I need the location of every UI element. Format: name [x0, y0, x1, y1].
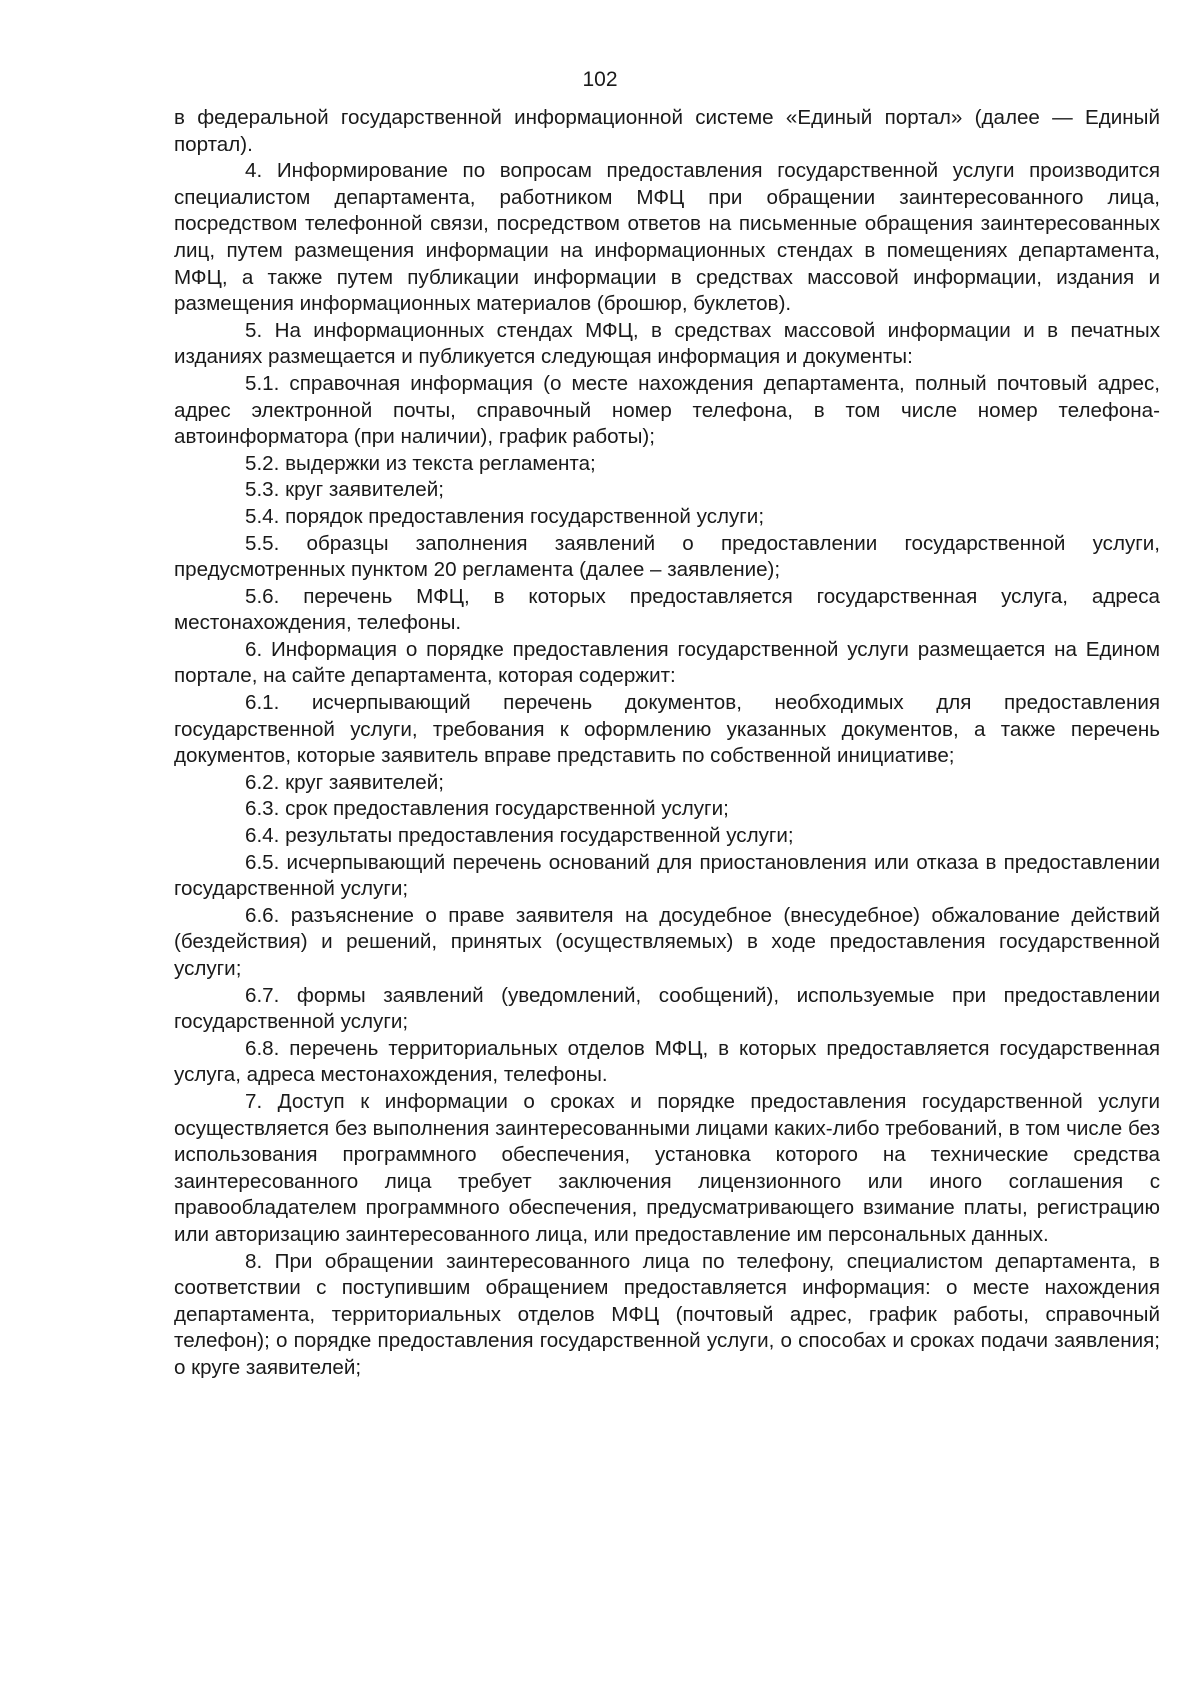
paragraph-7: 7. Доступ к информации о сроках и порядке предоставления государственной услуги осуществляется без выполнения заинтересованными лицами каких-либо требований, в том числе без использования программного обеспечения, установка которого на технические средства заинтересованного лица требует заключения лицензионного или иного соглашения с правообладателем программного обеспечения, предусматривающего взимание платы, регистрацию или авторизацию заинтересованного лица, или предоставление им персональных данных. — [174, 1089, 1160, 1246]
paragraph-5-3: 5.3. круг заявителей; — [245, 478, 444, 502]
page-number: 102 — [582, 68, 618, 91]
paragraph-6-6: 6.6. разъяснение о праве заявителя на досудебное (внесудебное) обжалование действий (бездействия) и решений, принятых (осуществляемых) в ходе предоставления государственной услуги; — [174, 903, 1160, 980]
paragraph-5-6: 5.6. перечень МФЦ, в которых предоставляется государственная услуга, адреса местонахождения, телефоны. — [174, 584, 1160, 635]
paragraph-6-2: 6.2. круг заявителей; — [245, 770, 444, 794]
paragraph-5-5: 5.5. образцы заполнения заявлений о предоставлении государственной услуги, предусмотренных пунктом 20 регламента (далее – заявление); — [174, 531, 1160, 582]
document-body — [174, 105, 1160, 1382]
paragraph-6-7: 6.7. формы заявлений (уведомлений, сообщений), используемые при предоставлении государственной услуги; — [174, 983, 1160, 1034]
paragraph-6-4: 6.4. результаты предоставления государственной услуги; — [245, 824, 794, 848]
paragraph-8: 8. При обращении заинтересованного лица по телефону, специалистом департамента, в соответствии с поступившим обращением предоставляется информация: о месте нахождения департамента, территориальных отделов МФЦ (почтовый адрес, график работы, справочный телефон); о порядке предоставления государственной услуги, о способах и сроках подачи заявления; о круге заявителей; — [174, 1249, 1160, 1379]
paragraph-6-1: 6.1. исчерпывающий перечень документов, необходимых для предоставления государственной услуги, требования к оформлению указанных документов, а также перечень документов, которые заявитель вправе представить по собственной инициативе; — [174, 691, 1160, 768]
paragraph-5-1: 5.1. справочная информация (о месте нахождения департамента, полный почтовый адрес, адрес электронной почты, справочный номер телефона, в том числе номер телефона-автоинформатора (при наличии), график работы); — [174, 371, 1160, 449]
paragraph-6-3: 6.3. срок предоставления государственной услуги; — [245, 797, 729, 821]
paragraph-4: 4. Информирование по вопросам предоставления государственной услуги производится специалистом департамента, работником МФЦ при обращении заинтересованного лица, посредством телефонной связи, посредством ответов на письменные обращения заинтересованных лиц, путем размещения информации на информационных стендах в помещениях департамента, МФЦ, а также путем публикации информации в средствах массовой информации, издания и размещения информационных материалов (брошюр, буклетов). — [174, 159, 1160, 316]
paragraph-6: 6. Информация о порядке предоставления государственной услуги размещается на Едином портале, на сайте департамента, которая содержит: — [174, 637, 1160, 688]
paragraph-6-5: 6.5. исчерпывающий перечень оснований для приостановления или отказа в предоставлении государственной услуги; — [174, 850, 1160, 901]
paragraph-5-4: 5.4. порядок предоставления государственной услуги; — [245, 504, 765, 528]
paragraph-6-8: 6.8. перечень территориальных отделов МФЦ, в которых предоставляется государственная услуга, адреса местонахождения, телефоны. — [174, 1036, 1160, 1087]
paragraph-5: 5. На информационных стендах МФЦ, в средствах массовой информации и в печатных изданиях размещается и публикуется следующая информация и документы: — [174, 318, 1160, 369]
paragraph-5-2: 5.2. выдержки из текста регламента; — [245, 451, 596, 475]
paragraph-continuation: в федеральной государственной информационной системе «Единый портал» (далее — Единый портал). — [174, 106, 1160, 156]
